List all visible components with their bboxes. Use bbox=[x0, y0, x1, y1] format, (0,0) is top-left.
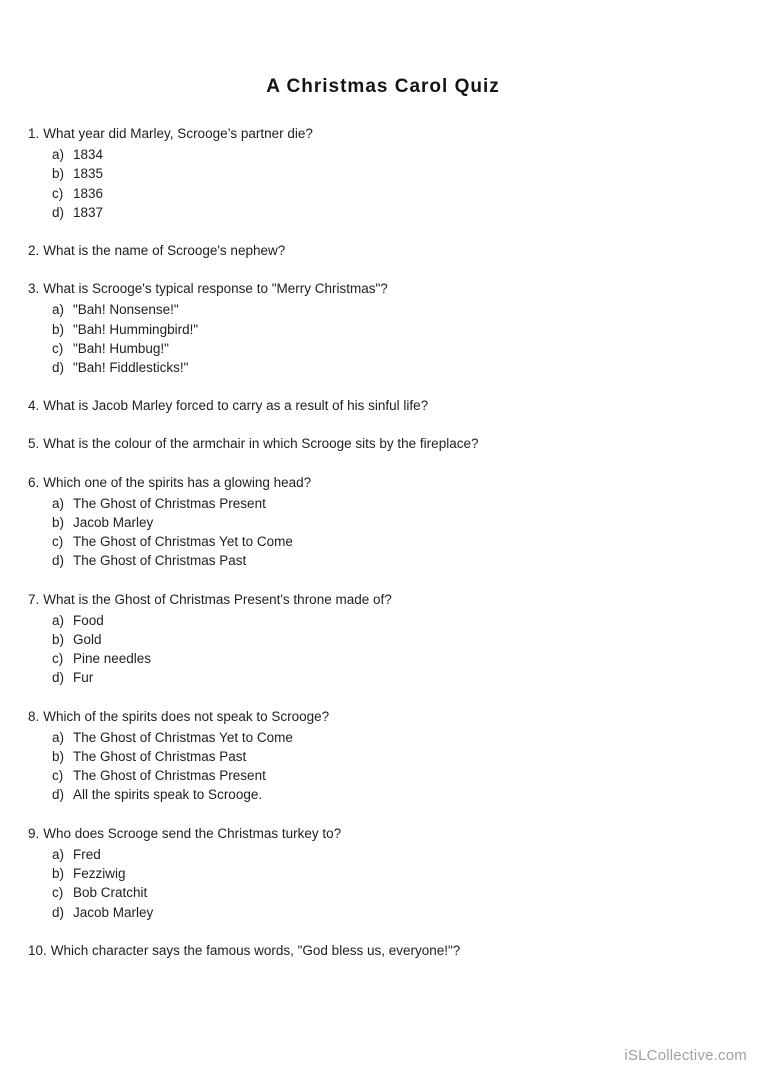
option-text: Food bbox=[73, 612, 104, 628]
question-number: 4. bbox=[28, 398, 40, 414]
option-letter: d) bbox=[52, 904, 65, 920]
option-row bbox=[28, 513, 736, 532]
question-number: 3. bbox=[28, 281, 40, 297]
option-text: Jacob Marley bbox=[73, 515, 154, 531]
option-text: Gold bbox=[73, 632, 102, 648]
question-block bbox=[28, 824, 736, 922]
option-list bbox=[28, 611, 736, 688]
option-text: The Ghost of Christmas Past bbox=[73, 553, 247, 569]
option-text: "Bah! Hummingbird!" bbox=[73, 321, 199, 337]
question-text bbox=[28, 473, 736, 492]
question-block bbox=[28, 590, 736, 688]
question-text bbox=[28, 824, 736, 843]
option-letter: b) bbox=[52, 749, 65, 765]
option-text: The Ghost of Christmas Past bbox=[73, 749, 247, 765]
option-text: 1836 bbox=[73, 185, 104, 201]
option-row bbox=[28, 203, 736, 222]
option-letter: a) bbox=[52, 495, 65, 511]
question-text bbox=[28, 434, 736, 453]
option-row bbox=[28, 728, 736, 747]
option-row bbox=[28, 630, 736, 649]
option-row bbox=[28, 845, 736, 864]
question-text bbox=[28, 590, 736, 609]
option-row bbox=[28, 494, 736, 513]
option-text: 1837 bbox=[73, 204, 104, 220]
question-text-label: What is Jacob Marley forced to carry as a result of his sinful life? bbox=[43, 398, 429, 414]
option-row bbox=[28, 668, 736, 687]
option-letter: d) bbox=[52, 787, 65, 803]
option-row bbox=[28, 339, 736, 358]
option-row bbox=[28, 766, 736, 785]
option-text: The Ghost of Christmas Yet to Come bbox=[73, 729, 293, 745]
question-text-label: What year did Marley, Scrooge’s partner die? bbox=[43, 126, 313, 141]
option-row bbox=[28, 747, 736, 766]
option-letter: c) bbox=[52, 768, 64, 784]
option-row bbox=[28, 184, 736, 203]
option-letter: c) bbox=[52, 651, 64, 667]
question-number: 2. bbox=[28, 243, 40, 259]
option-text: Jacob Marley bbox=[73, 904, 154, 920]
question-block bbox=[28, 396, 736, 415]
option-text: The Ghost of Christmas Yet to Come bbox=[73, 534, 293, 550]
option-row bbox=[28, 883, 736, 902]
question-number: 8. bbox=[28, 708, 40, 724]
option-letter: c) bbox=[52, 185, 64, 201]
option-letter: b) bbox=[52, 515, 65, 531]
option-list bbox=[28, 494, 736, 571]
option-letter: a) bbox=[52, 302, 65, 318]
question-text-label: Which of the spirits does not speak to Scrooge? bbox=[43, 708, 330, 724]
question-number: 6. bbox=[28, 474, 40, 490]
option-text: All the spirits speak to Scrooge. bbox=[73, 787, 263, 803]
option-list bbox=[28, 300, 736, 377]
question-text-label: What is Scrooge's typical response to "Merry Christmas"? bbox=[43, 281, 388, 297]
question-list bbox=[0, 124, 766, 960]
option-text: "Bah! Humbug!" bbox=[73, 340, 169, 356]
option-letter: d) bbox=[52, 360, 65, 376]
option-letter: b) bbox=[52, 632, 65, 648]
option-text: "Bah! Fiddlesticks!" bbox=[73, 360, 189, 376]
option-text: Fur bbox=[73, 670, 94, 686]
question-block bbox=[28, 941, 736, 960]
option-letter: d) bbox=[52, 670, 65, 686]
option-list bbox=[28, 845, 736, 922]
question-text bbox=[28, 124, 736, 143]
option-text: The Ghost of Christmas Present bbox=[73, 495, 266, 511]
option-letter: b) bbox=[52, 166, 65, 182]
option-list bbox=[28, 728, 736, 805]
option-row bbox=[28, 785, 736, 804]
option-row bbox=[28, 903, 736, 922]
option-letter: a) bbox=[52, 147, 65, 163]
option-row bbox=[28, 145, 736, 164]
question-text bbox=[28, 707, 736, 726]
question-text-label: Which one of the spirits has a glowing head? bbox=[43, 474, 312, 490]
option-letter: c) bbox=[52, 534, 64, 550]
question-text-label: Who does Scrooge send the Christmas turkey to? bbox=[43, 825, 342, 841]
question-text-label: Which character says the famous words, "God bless us, everyone!"? bbox=[50, 942, 461, 958]
option-text: Fred bbox=[73, 846, 101, 862]
option-letter: c) bbox=[52, 885, 64, 901]
question-text-label: What is the name of Scrooge's nephew? bbox=[43, 243, 286, 259]
question-text bbox=[28, 396, 736, 415]
question-block bbox=[28, 707, 736, 805]
question-text bbox=[28, 241, 736, 260]
option-text: The Ghost of Christmas Present bbox=[73, 768, 266, 784]
question-text bbox=[28, 941, 736, 960]
option-row bbox=[28, 300, 736, 319]
option-row bbox=[28, 164, 736, 183]
option-text: Pine needles bbox=[73, 651, 152, 667]
question-text bbox=[28, 279, 736, 298]
option-text: 1835 bbox=[73, 166, 104, 182]
option-row bbox=[28, 358, 736, 377]
watermark: iSLCollective.com bbox=[624, 1047, 747, 1064]
question-number: 9. bbox=[28, 825, 40, 841]
option-letter: d) bbox=[52, 204, 65, 220]
option-letter: c) bbox=[52, 340, 64, 356]
option-text: "Bah! Nonsense!" bbox=[73, 302, 179, 318]
option-text: Bob Cratchit bbox=[73, 885, 148, 901]
question-block bbox=[28, 434, 736, 453]
option-row bbox=[28, 320, 736, 339]
question-block bbox=[28, 473, 736, 571]
option-list bbox=[28, 145, 736, 222]
option-row bbox=[28, 611, 736, 630]
option-letter: b) bbox=[52, 866, 65, 882]
option-row bbox=[28, 864, 736, 883]
option-letter: a) bbox=[52, 846, 65, 862]
question-block bbox=[28, 241, 736, 260]
option-text: Fezziwig bbox=[73, 866, 126, 882]
option-letter: d) bbox=[52, 553, 65, 569]
option-row bbox=[28, 532, 736, 551]
question-number: 1. bbox=[28, 126, 40, 141]
page-title: A Christmas Carol Quiz bbox=[266, 76, 500, 97]
option-row bbox=[28, 649, 736, 668]
option-row bbox=[28, 551, 736, 570]
question-block bbox=[28, 279, 736, 377]
question-number: 7. bbox=[28, 591, 40, 607]
question-number: 5. bbox=[28, 436, 40, 452]
question-text-label: What is the colour of the armchair in which Scrooge sits by the fireplace? bbox=[43, 436, 479, 452]
question-number: 10. bbox=[28, 942, 47, 958]
option-letter: b) bbox=[52, 321, 65, 337]
option-letter: a) bbox=[52, 612, 65, 628]
question-text-label: What is the Ghost of Christmas Present's throne made of? bbox=[43, 591, 392, 607]
option-letter: a) bbox=[52, 729, 65, 745]
option-text: 1834 bbox=[73, 147, 104, 163]
question-block bbox=[28, 124, 736, 222]
